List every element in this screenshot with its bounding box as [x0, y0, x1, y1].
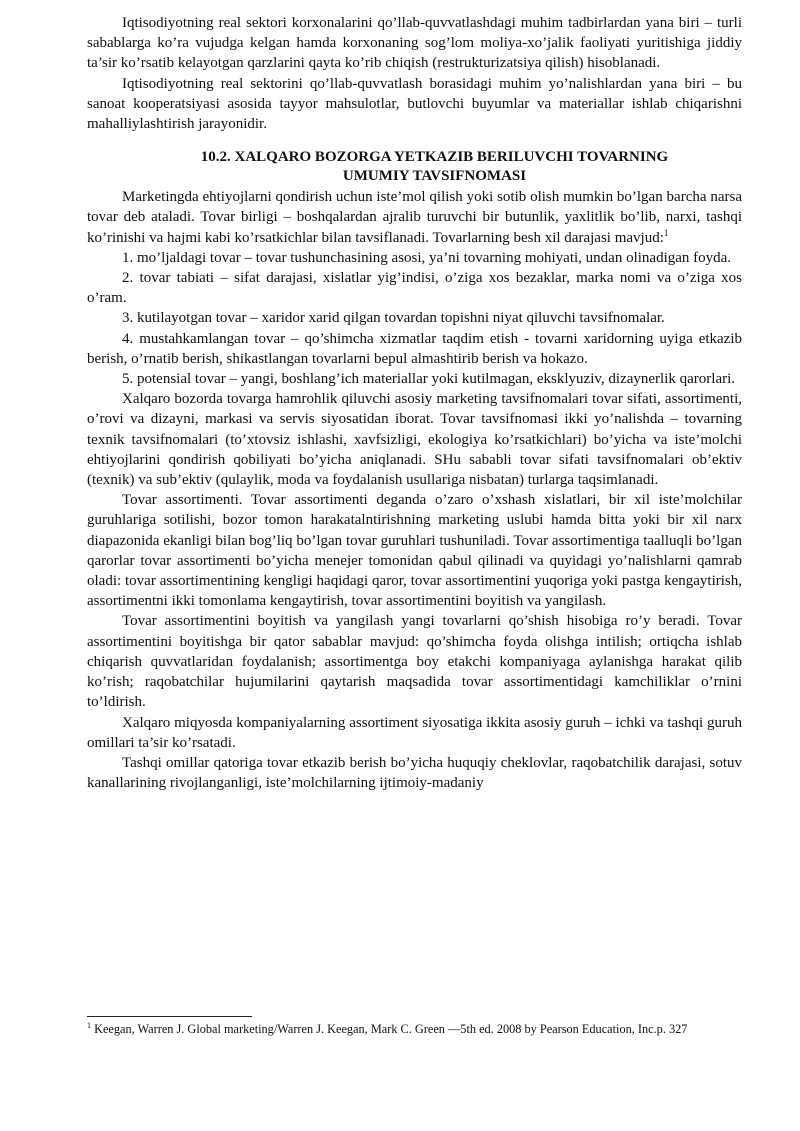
- footnote: [87, 1021, 742, 1038]
- footnote-reference: 1: [663, 227, 669, 238]
- footnote-text: Keegan, Warren J. Global marketing/Warren J. Keegan, Mark C. Green —5th ed. 2008 by Pearson Education, Inc.p. 327: [91, 1022, 688, 1036]
- section-heading-line: UMUMIY TAVSIFNOMASI: [342, 168, 527, 185]
- footnote-separator: [87, 1016, 252, 1017]
- body-paragraph: Tovar assortimenti. Tovar assortimenti deganda o’zaro o’xshash xislatlari, bir xil iste’molchilar guruhlariga sotilishi, bozor tomon harakatalntirishning marketing uslubi hamda bitta yoki bir xil narx diapazonida ekanligi bilan bog’liq bo’lgan tovar guruhlari tushuniladi. Tovar assortimentiga taalluqli bo’lgan qarorlar tovar assortimenti bo’yicha menejer tomonidan qabul qilinadi va quyidagi yo’nalishlarni qamrab oladi: tovar assortimentining kengligi haqidagi qaror, tovar assortimentini yuqoriga yoki pastga kengaytirish, assortimentni ikki tomonlama kengaytirish, tovar assortimentini boyitish va yangilash.: [87, 492, 742, 610]
- list-item: 1. mo’ljaldagi tovar – tovar tushunchasining asosi, ya’ni tovarning mohiyati, undan olinadigan foyda.: [122, 249, 732, 266]
- body-paragraph: Xalqaro bozorda tovarga hamrohlik qiluvchi asosiy marketing tavsifnomalari tovar sifati, assortimenti, o’rovi va dizayni, markasi va servis siyosatidan iborat. Tovar tavsifnomasi ikki yo’nalishda – tovarning texnik tavsifnomalari (to’xtovsiz ishlashi, xavfsizligi, ekologiya ko’rsatkichlari) bo’yicha va iste’molchi ehtiyojlarini qondirish qobiliyati bo’yicha aniqlanadi. SHu sababli tovar sifati tavsifnomalari ob’ektiv (texnik) va sub’ektiv (qulaylik, moda va foydalanish usullariga nisbatan) turlarga taqsimlanadi.: [87, 391, 742, 489]
- section-heading-line: 10.2. XALQARO BOZORGA YETKAZIB BERILUVCHI TOVARNING: [200, 149, 669, 166]
- list-item: 4. mustahkamlangan tovar – qo’shimcha xizmatlar taqdim etish - tovarni xaridorning uyiga etkazib berish, o’rnatib berish, shikastlangan tovarlarni bepul almashtirib berish va hokazo.: [87, 330, 742, 367]
- section-heading: [87, 148, 742, 186]
- list-item: 3. kutilayotgan tovar – xaridor xarid qilgan tovardan topishni niyat qiluvchi tavsifnomalar.: [122, 310, 665, 327]
- list-item: 2. tovar tabiati – sifat darajasi, xislatlar yig’indisi, o’ziga xos bezaklar, marka nomi va o’ziga xos o’ram.: [87, 270, 742, 307]
- body-paragraph: Tovar assortimentini boyitish va yangilash yangi tovarlarni qo’shish hisobiga ro’y beradi. Tovar assortimentini boyitishga bir qator sabablar mavjud: qo’shimcha foyda olishga intilish; ortiqcha ishlab chiqarish quvvatlaridan foydalanish; assortimentga boy etakchi kompaniyaga aylanishga harakat qilib ko’rish; raqobatchilar hujumilarini qaytarish maqsadida tovar assortimentidagi kamchiliklar o’rnini to’ldirish.: [87, 613, 742, 711]
- footnote-marker: 1: [87, 1020, 91, 1030]
- intro-text: Marketingda ehtiyojlarni qondirish uchun iste’mol qilish yoki sotib olish mumkin bo’lgan barcha narsa tovar deb ataladi. Tovar birligi – boshqalardan ajralib turuvchi bir butunlik, yaxlitlik bo’lib, narxi, tashqi ko’rinishi va hajmi kabi ko’rsatkichlar bilan tavsiflanadi. Tovarlarning besh xil darajasi mavjud:: [87, 189, 742, 246]
- list-item: 5. potensial tovar – yangi, boshlang’ich materiallar yoki kutilmagan, eksklyuziv, dizaynerlik qarorlari.: [122, 371, 736, 388]
- body-paragraph: Iqtisodiyotning real sektorini qo’llab-quvvatlash borasidagi muhim yo’nalishlardan yana biri – bu sanoat kooperatsiyasi asosida tayyor mahsulotlar, butlovchi buyumlar va materiallar ishlab chiqarishni mahalliylashtirish jarayonidir.: [87, 75, 742, 133]
- body-paragraph: Iqtisodiyotning real sektori korxonalarini qo’llab-quvvatlashdagi muhim tadbirlardan yana biri – turli sabablarga ko’ra vujudga kelgan hamda korxonaning sog’lom moliya-xo’jalik faoliyati yuritishiga jiddiy ta’sir ko’rsatib kelayotgan qarzlarini qayta ko’rib chiqish (restrukturizatsiya qilish) hisoblanadi.: [87, 15, 742, 72]
- body-paragraph: Xalqaro miqyosda kompaniyalarning assortiment siyosatiga ikkita asosiy guruh – ichki va tashqi guruh omillari ta’sir ko’rsatadi.: [87, 714, 742, 751]
- intro-paragraph: [87, 187, 742, 248]
- body-paragraph: Tashqi omillar qatoriga tovar etkazib berish bo’yicha huquqiy cheklovlar, raqobatchilik darajasi, sotuv kanallarining rivojlanganligi, iste’molchilarning ijtimoiy-madaniy: [87, 754, 742, 792]
- document-page: [87, 13, 742, 793]
